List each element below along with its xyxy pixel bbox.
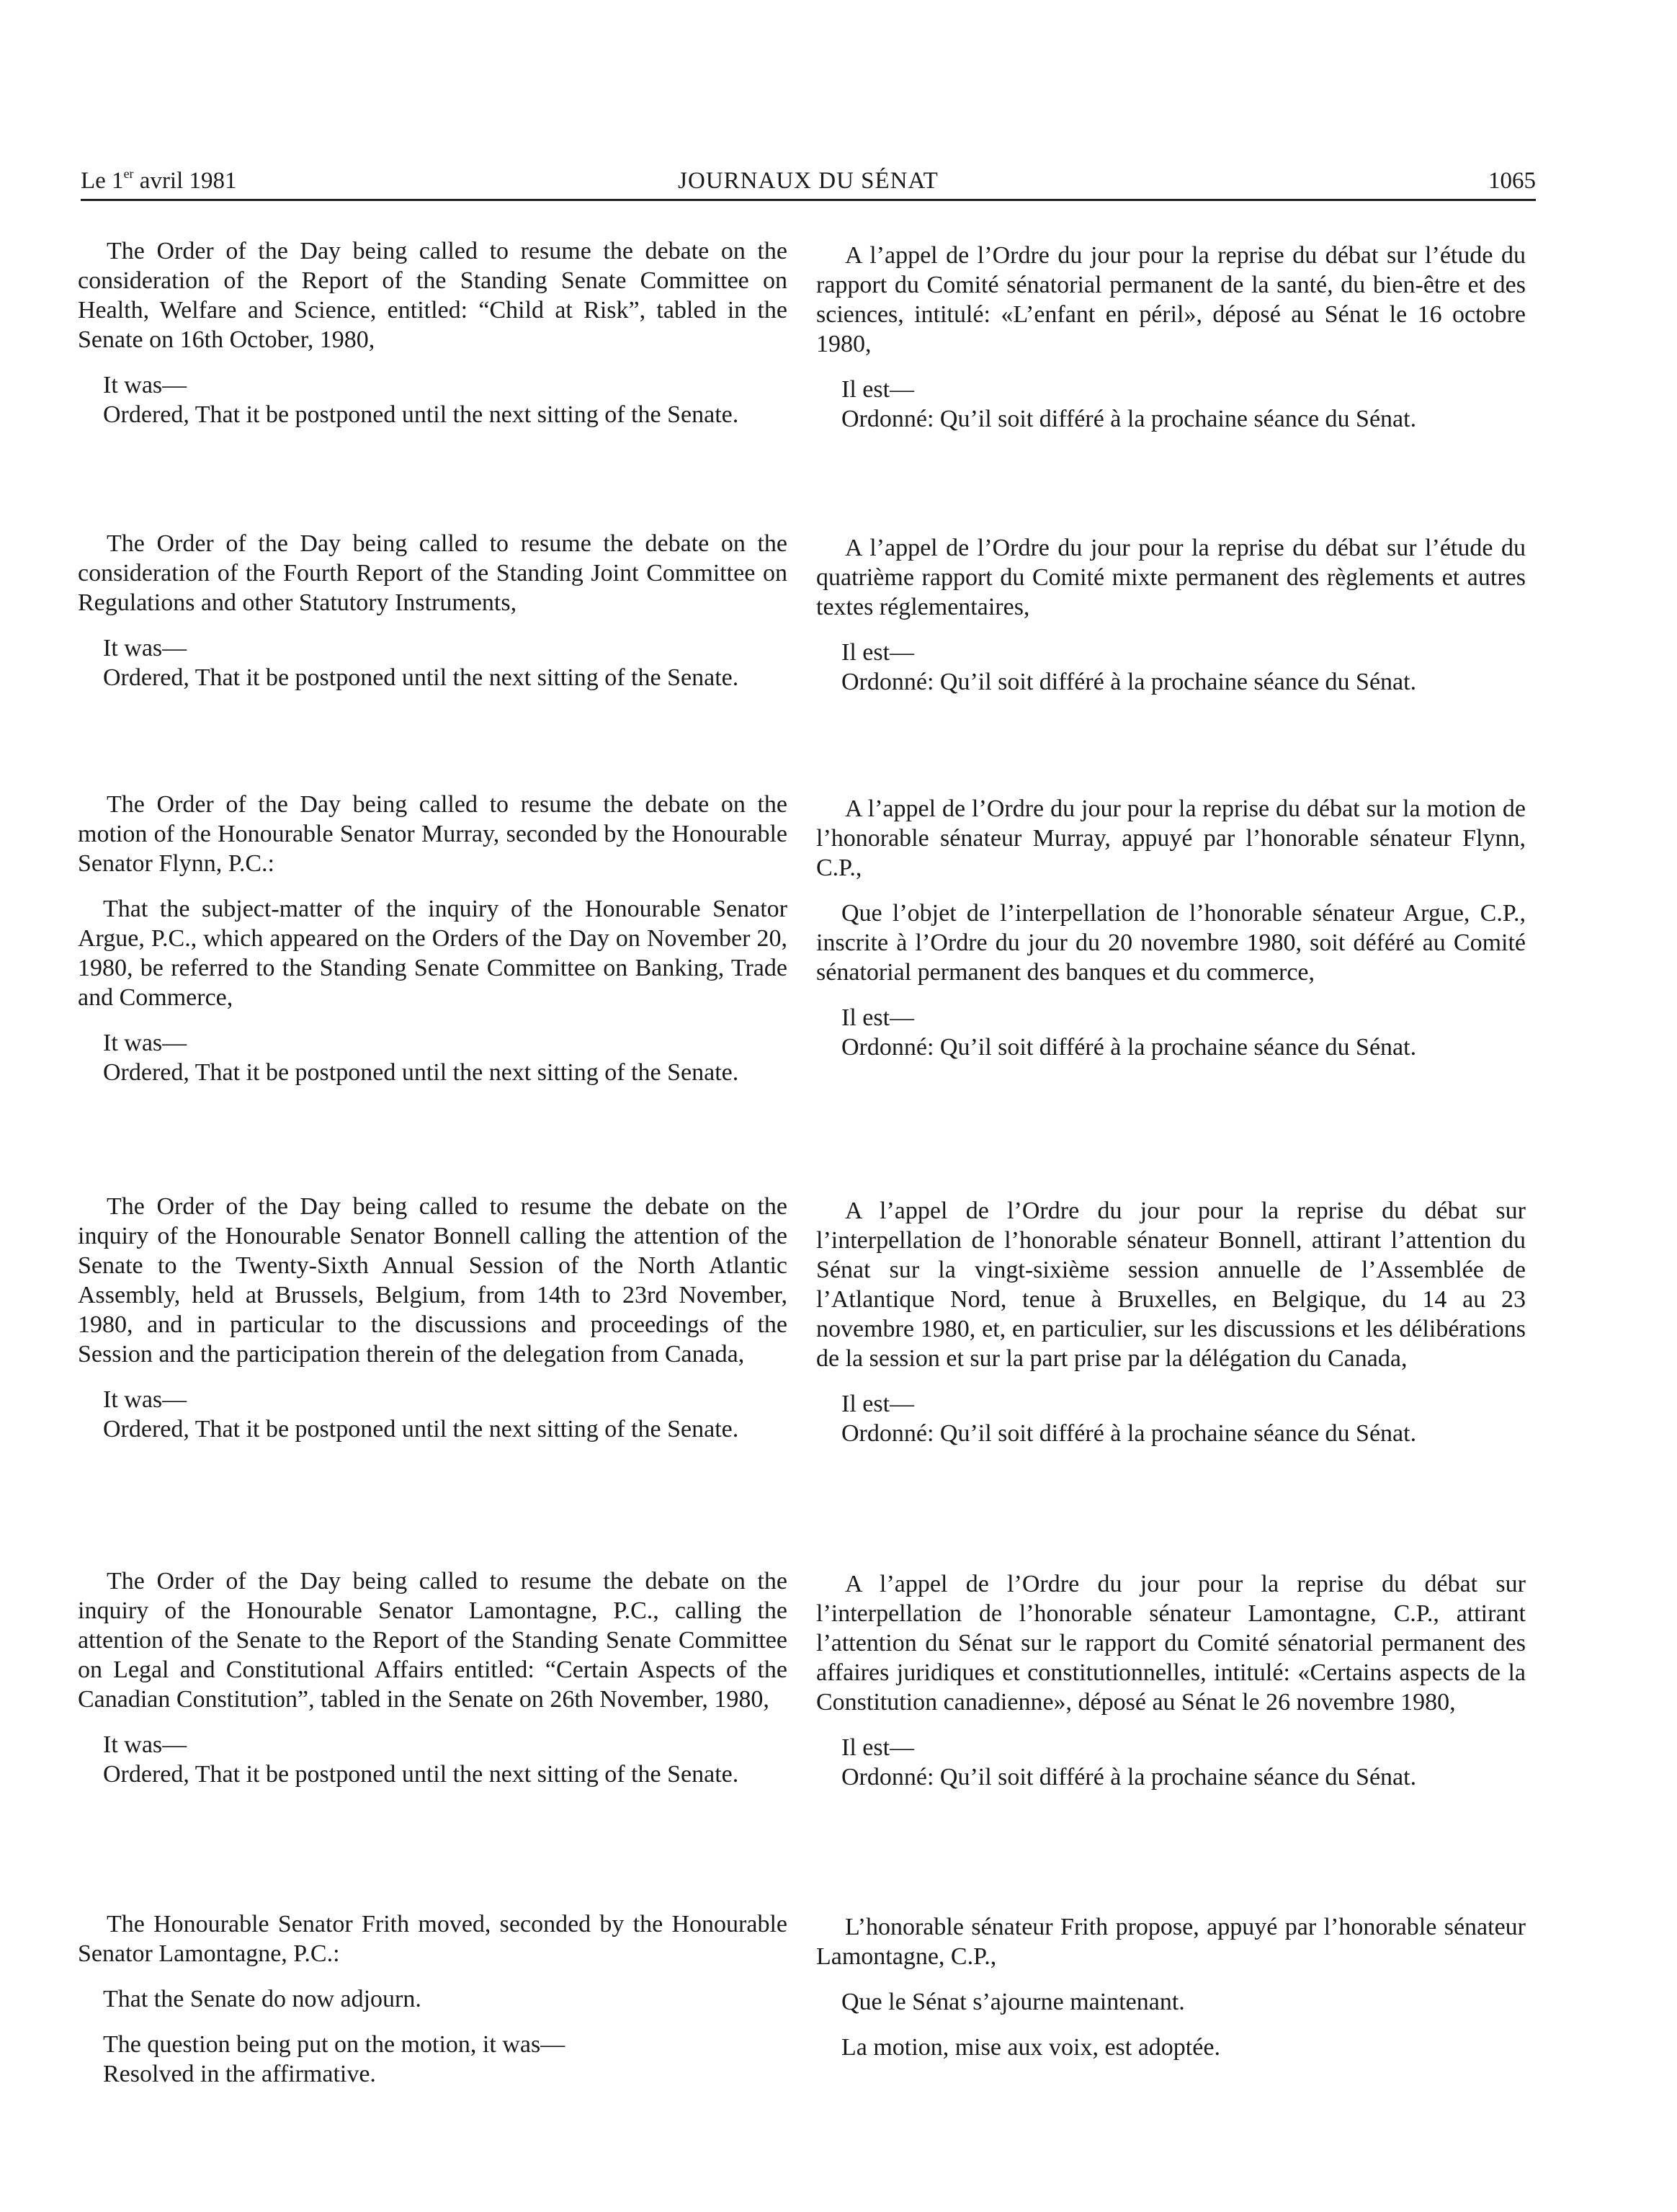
en-entry-2-ordered: Ordered, That it be postponed until the next sitting of the Senate. [103, 664, 739, 691]
fr-entry-6-result: La motion, mise aux voix, est adoptée. [841, 2034, 1220, 2061]
fr-entry-4-il-est: Il est— [841, 1391, 915, 1417]
header-date: Le 1er avril 1981 [81, 166, 237, 194]
fr-entry-5-text: A l’appel de l’Ordre du jour pour la reprise du débat sur l’interpellation de l’honorable sénateur Lamontagne, C.P., attirant l’attention du Sénat sur le rapport du Comité sénatorial permanent des affaires juridiques et constitutionnelles, intitulé: «Certains aspects de la Constitution canadienne», déposé au Sénat le 26 novembre 1980, [816, 1571, 1526, 1716]
en-entry-1-it-was: It was— [103, 372, 187, 398]
fr-entry-2-ordonne: Ordonné: Qu’il soit différé à la prochaine séance du Sénat. [841, 669, 1417, 695]
fr-entry-3-il-est: Il est— [841, 1004, 915, 1031]
en-entry-3-motion: That the subject-matter of the inquiry of the Honourable Senator Argue, P.C., which appeared on the Orders of the Day on November 20, 1980, be referred to the Standing Senate Committee on Banking, Trade and Commerce, [78, 896, 787, 1011]
fr-entry-6-motion: Que le Sénat s’ajourne maintenant. [841, 1989, 1185, 2015]
en-entry-6 [78, 1909, 787, 2089]
fr-entry-1-ordonne: Ordonné: Qu’il soit différé à la prochaine séance du Sénat. [841, 406, 1417, 432]
en-entry-6-text: The Honourable Senator Frith moved, seconded by the Honourable Senator Lamontagne, P.C.: [78, 1911, 787, 1967]
en-entry-1-ordered: Ordered, That it be postponed until the next sitting of the Senate. [103, 401, 739, 428]
en-entry-5-ordered: Ordered, That it be postponed until the next sitting of the Senate. [103, 1761, 739, 1788]
en-entry-3-text: The Order of the Day being called to resume the debate on the motion of the Honourable Senator Murray, seconded by the Honourable Senator Flynn, P.C.: [78, 791, 787, 877]
en-entry-2-text: The Order of the Day being called to resume the debate on the consideration of the Fourth Report of the Standing Joint Committee on Regulations and other Statutory Instruments, [78, 530, 787, 616]
fr-entry-5-il-est: Il est— [841, 1734, 915, 1761]
fr-entry-1-text: A l’appel de l’Ordre du jour pour la reprise du débat sur l’étude du rapport du Comité sénatorial permanent de la santé, du bien-être et des sciences, intitulé: «L’enfant en péril», déposé au Sénat le 16 octobre 1980, [816, 242, 1526, 357]
en-entry-4-it-was: It was— [103, 1386, 187, 1413]
en-entry-5 [78, 1566, 787, 1789]
fr-entry-2-text: A l’appel de l’Ordre du jour pour la reprise du débat sur l’étude du quatrième rapport du Comité mixte permanent des règlements et autres textes réglementaires, [816, 535, 1526, 620]
en-entry-3-it-was: It was— [103, 1030, 187, 1056]
header-journal-title: JOURNAUX DU SÉNAT [678, 168, 939, 194]
en-entry-5-it-was: It was— [103, 1731, 187, 1758]
fr-entry-1-il-est: Il est— [841, 376, 915, 403]
header-page-number: 1065 [1488, 168, 1536, 194]
fr-entry-3 [816, 794, 1526, 1062]
en-entry-2 [78, 529, 787, 692]
en-entry-1 [78, 236, 787, 429]
page-header [81, 160, 1536, 201]
en-entry-6-motion: That the Senate do now adjourn. [103, 1986, 421, 2012]
en-entry-3-ordered: Ordered, That it be postponed until the next sitting of the Senate. [103, 1059, 739, 1086]
en-entry-5-text: The Order of the Day being called to resume the debate on the inquiry of the Honourable Senator Lamontagne, P.C., calling the attention of the Senate to the Report of the Standing Senate Committee on Legal and Constitutional Affairs entitled: “Certain Aspects of the Canadian Constitution”, tabled in the Senate on 26th November, 1980, [78, 1568, 787, 1713]
fr-entry-1 [816, 241, 1526, 434]
fr-entry-3-text: A l’appel de l’Ordre du jour pour la reprise du débat sur la motion de l’honorable sénateur Murray, appuyé par l’honorable sénateur Flynn, C.P., [816, 795, 1526, 881]
fr-entry-3-motion: Que l’objet de l’interpellation de l’honorable sénateur Argue, C.P., inscrite à l’Ordre du jour du 20 novembre 1980, soit déféré au Comité sénatorial permanent des banques et du commerce, [816, 900, 1526, 986]
fr-entry-4-ordonne: Ordonné: Qu’il soit différé à la prochaine séance du Sénat. [841, 1420, 1417, 1447]
en-entry-3 [78, 790, 787, 1087]
fr-entry-6-text: L’honorable sénateur Frith propose, appuyé par l’honorable sénateur Lamontagne, C.P., [816, 1914, 1526, 1970]
fr-entry-3-ordonne: Ordonné: Qu’il soit différé à la prochaine séance du Sénat. [841, 1034, 1417, 1061]
en-entry-2-it-was: It was— [103, 635, 187, 661]
en-entry-4-ordered: Ordered, That it be postponed until the next sitting of the Senate. [103, 1416, 739, 1442]
fr-entry-4-text: A l’appel de l’Ordre du jour pour la reprise du débat sur l’interpellation de l’honorable sénateur Bonnell, attirant l’attention du Sénat sur la vingt-sixième session annuelle de l’Assemblée de l’Atlantique Nord, tenue à Bruxelles, en Belgique, du 14 au 23 novembre 1980, et, en particulier, sur les discussions et les délibérations de la session et sur la part prise par la délégation du Canada, [816, 1198, 1526, 1372]
en-entry-4 [78, 1192, 787, 1444]
fr-entry-5-ordonne: Ordonné: Qu’il soit différé à la prochaine séance du Sénat. [841, 1764, 1417, 1790]
en-entry-1-text: The Order of the Day being called to resume the debate on the consideration of the Report of the Standing Senate Committee on Health, Welfare and Science, entitled: “Child at Risk”, tabled in the Senate on 16th October, 1980, [78, 238, 787, 353]
fr-entry-6 [816, 1912, 1526, 2062]
fr-entry-4 [816, 1196, 1526, 1448]
en-entry-4-text: The Order of the Day being called to resume the debate on the inquiry of the Honourable Senator Bonnell calling the attention of the Senate to the Twenty-Sixth Annual Session of the North Atlantic Assembly, held at Brussels, Belgium, from 14th to 23rd November, 1980, and in particular to the discussions and proceedings of the Session and the participation therein of the delegation from Canada, [78, 1193, 787, 1368]
fr-entry-2-il-est: Il est— [841, 639, 915, 666]
fr-entry-5 [816, 1569, 1526, 1792]
en-entry-6-question: The question being put on the motion, it was— [103, 2031, 565, 2058]
en-entry-6-resolved: Resolved in the affirmative. [103, 2061, 376, 2087]
fr-entry-2 [816, 533, 1526, 697]
